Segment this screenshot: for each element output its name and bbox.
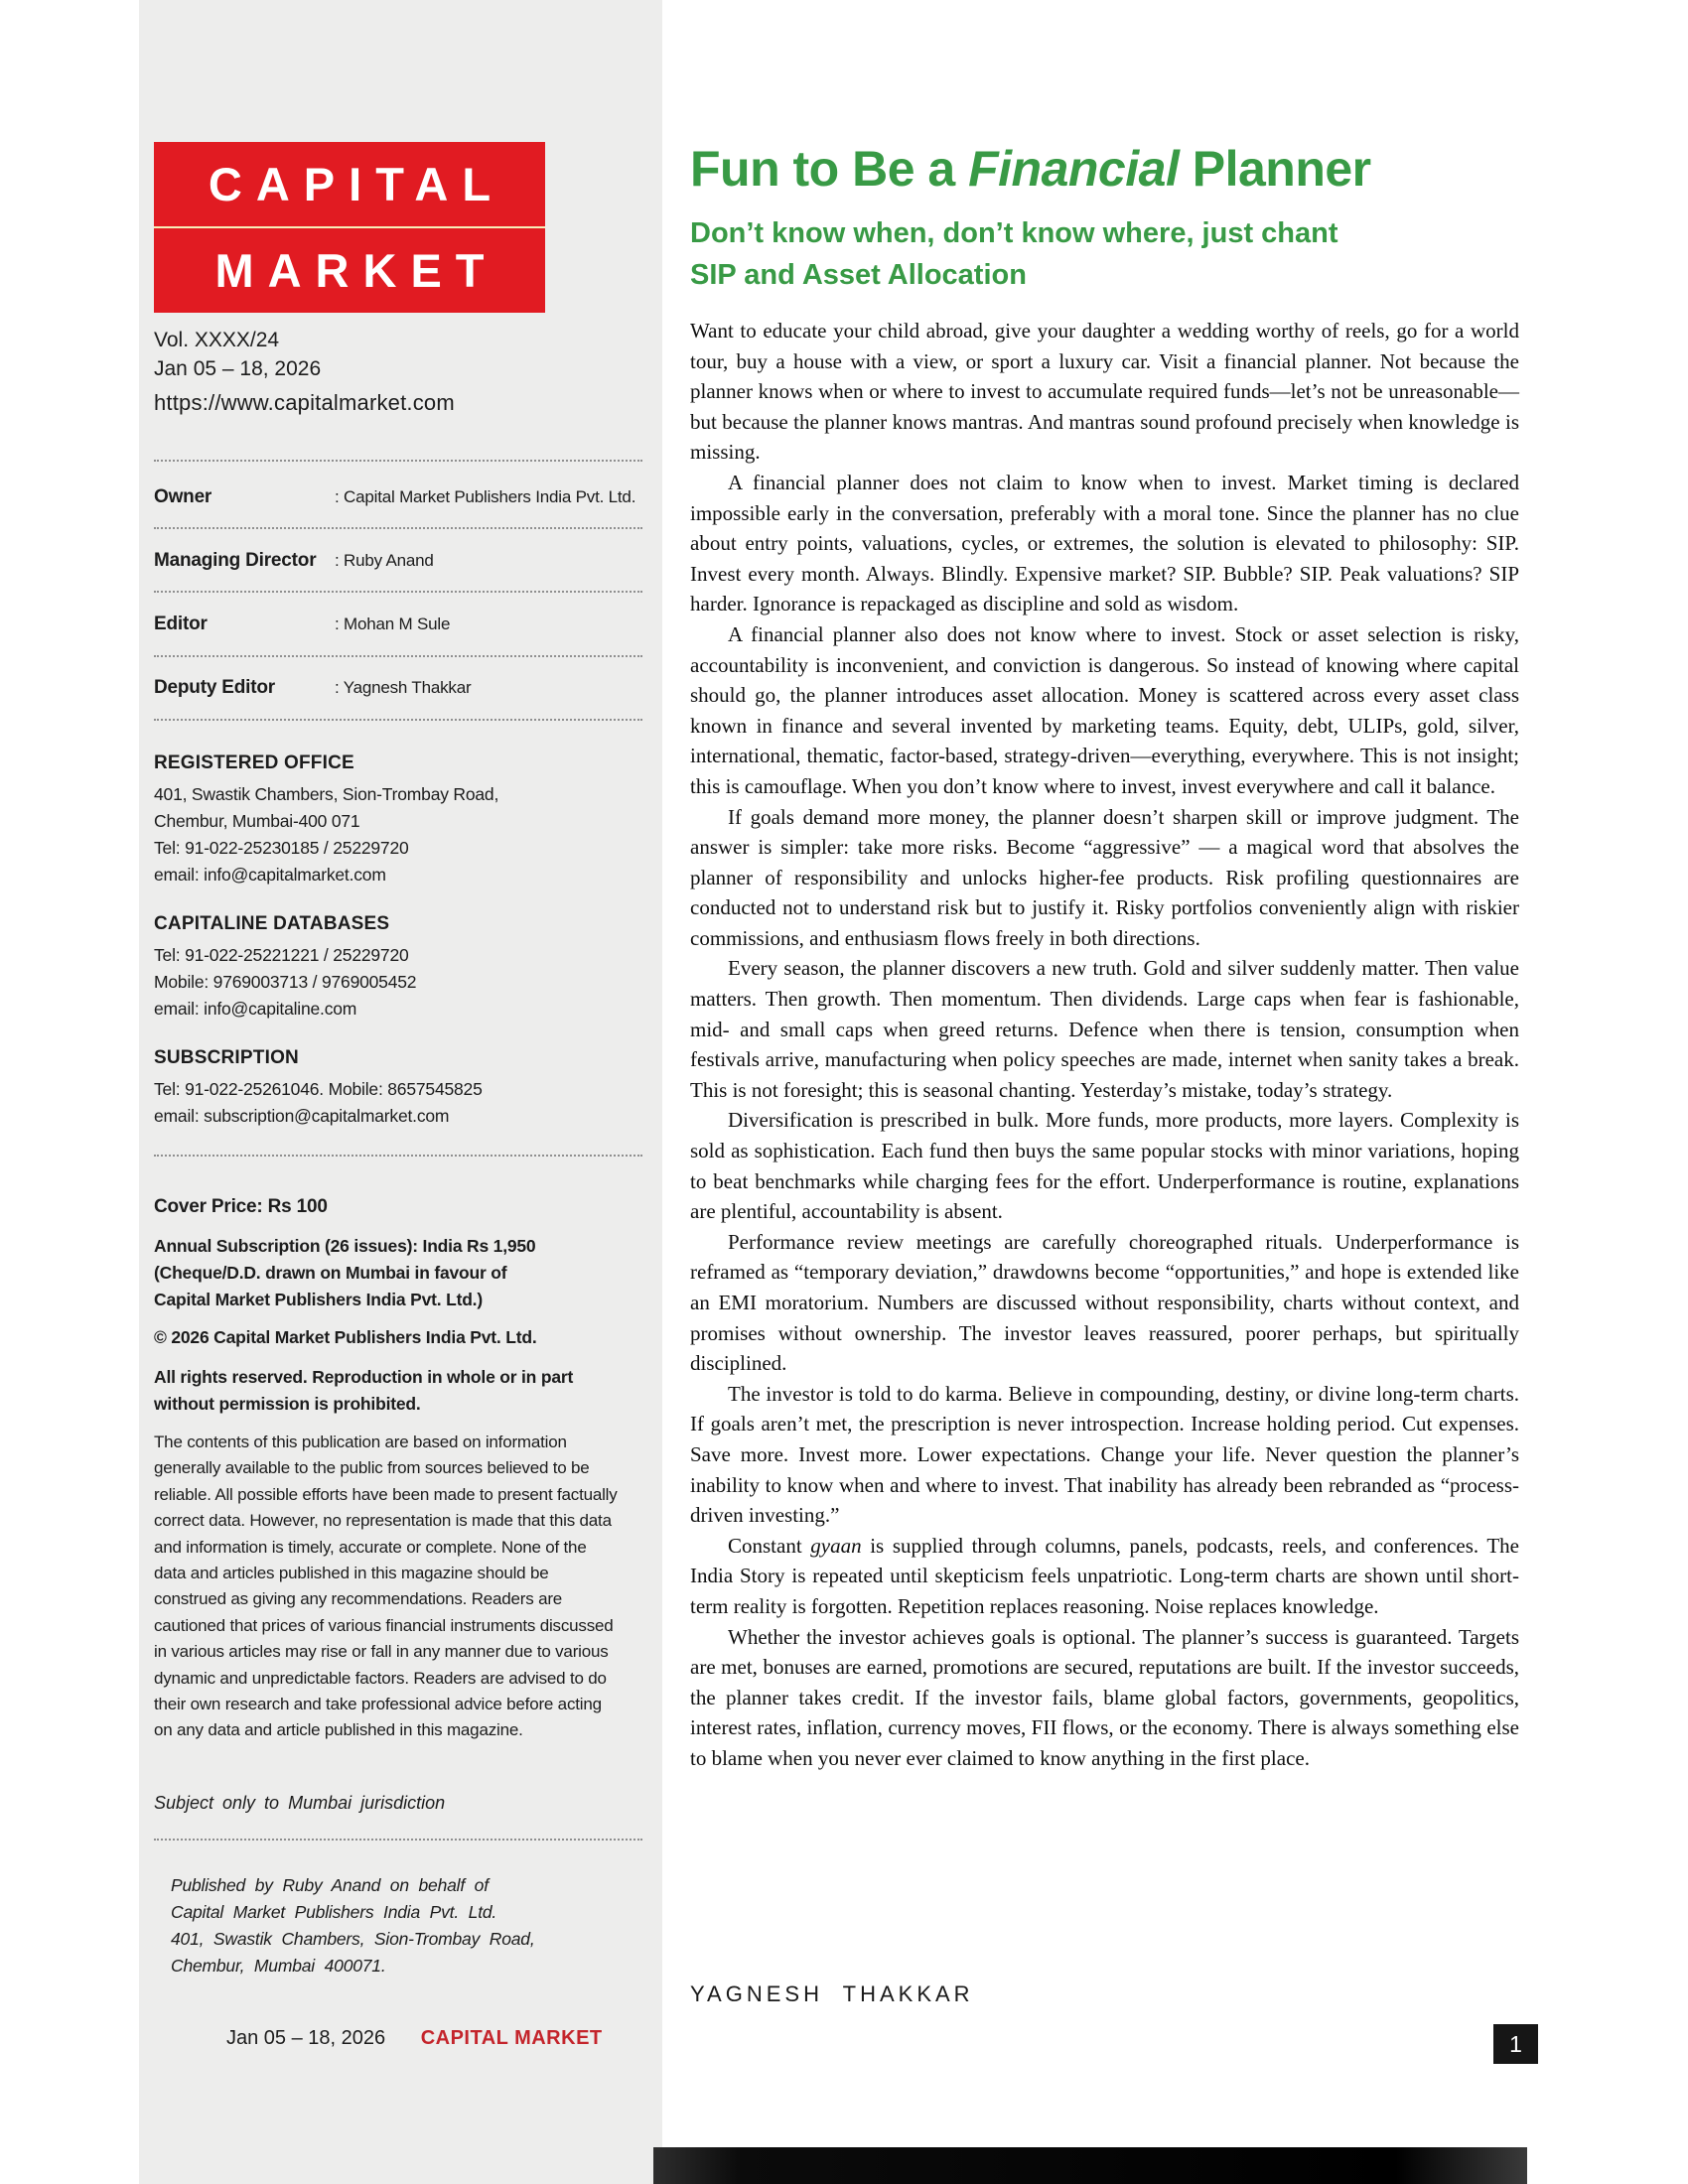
logo-word-market: MARKET (214, 244, 498, 297)
staff-value: : Yagnesh Thakkar (335, 678, 472, 697)
footer-brand: CAPITAL MARKET (420, 2027, 603, 2049)
text-line: Chembur, Mumbai-400 071 (154, 811, 360, 831)
capitaline-databases-section (154, 913, 640, 1023)
logo-word-capital: CAPITAL (208, 158, 505, 210)
publication-info (154, 326, 640, 417)
page-number: 1 (1509, 2030, 1522, 2057)
article-paragraph: Whether the investor achieves goals is optional. The planner’s success is guaranteed. Targets are met, bonuses are earned, promotions are secured, reputations are built. If the investor succeeds, the planner takes credit. If the investor fails, blame global factors, governments, geopolitics, interest rates, inflation, currency moves, FII flows, or the economy. There is always something else to blame when you never ever claimed to know anything in the first place. (690, 1624, 1519, 1770)
footer-date: Jan 05 – 18, 2026 (226, 2027, 386, 2049)
text-line: email: subscription@capitalmarket.com (154, 1106, 450, 1126)
sidebar-footer (226, 2027, 603, 2050)
staff-row-editor (154, 614, 640, 635)
text-line: email: info@capitaline.com (154, 999, 357, 1019)
text-line: All rights reserved. Reproduction in whole or in part (154, 1367, 574, 1387)
volume-number: Vol. XXXX/24 (154, 329, 280, 351)
text-line: Mobile: 9769003713 / 9769005452 (154, 972, 417, 992)
article-paragraph: Constant gyaan is supplied through columns, panels, podcasts, reels, and conferences. The India Story is repeated until skepticism feels unpatriotic. Long-term charts are shown until short-term reality is forgotten. Repetition replaces reasoning. Noise replaces knowledge. (690, 1533, 1520, 1618)
text-line: Capital Market Publishers India Pvt. Ltd.) (154, 1290, 483, 1309)
article-paragraph: A financial planner also does not know where to invest. Stock or asset selection is risky, accountability is inconvenient, and conviction is dangerous. So instead of knowing where capital should go, the planner introduces asset allocation. Money is scattered across every asset class known in finance and several invented by marketing teams. Equity, debt, ULIPs, gold, silver, international, thematic, factor-based, strategy-driven—everything, everywhere. This is not insight; this is camouflage. When you don’t know where to invest, invest everywhere and call it balance. (690, 621, 1519, 798)
annual-subscription-note (154, 1233, 640, 1313)
dotted-separator (154, 1155, 642, 1157)
jurisdiction-note: Subject only to Mumbai jurisdiction (154, 1793, 446, 1813)
section-lines (154, 781, 640, 888)
article-column (690, 142, 1519, 1774)
section-heading: CAPITALINE DATABASES (154, 913, 390, 934)
staff-value: : Mohan M Sule (335, 614, 451, 633)
page-number-badge (1493, 2024, 1538, 2064)
dotted-separator (154, 591, 642, 593)
capital-market-logo (154, 142, 545, 313)
text-line: Annual Subscription (26 issues): India Rs 1,950 (154, 1236, 536, 1256)
title-suffix: Planner (1179, 141, 1371, 197)
cover-price: Cover Price: Rs 100 (154, 1196, 328, 1217)
website-link[interactable]: https://www.capitalmarket.com (154, 390, 455, 415)
section-heading: REGISTERED OFFICE (154, 752, 354, 773)
staff-row-deputy-editor (154, 677, 640, 699)
article-body (690, 316, 1519, 1774)
section-lines (154, 942, 640, 1023)
text-line: Published by Ruby Anand on behalf of (171, 1875, 489, 1895)
subscription-section (154, 1047, 640, 1130)
dotted-separator (154, 1839, 642, 1841)
staff-row-managing-director (154, 550, 640, 572)
page-edge-shadow (653, 2147, 1527, 2184)
published-by-block (171, 1872, 657, 1979)
text-line: without permission is prohibited. (154, 1394, 421, 1414)
section-lines (154, 1076, 640, 1130)
staff-row-owner (154, 486, 640, 508)
subtitle-line: SIP and Asset Allocation (690, 259, 1027, 291)
text-line: email: info@capitalmarket.com (154, 865, 386, 885)
subtitle-line: Don’t know when, don’t know where, just chant (690, 217, 1338, 249)
article-paragraph: Diversification is prescribed in bulk. More funds, more products, more layers. Complexity is sold as sophistication. Each fund then buys the same popular stocks with minor variations, hoping to beat benchmarks while charging fees for the effort. Underperformance is routine, explanations are plentiful, accountability is absent. (690, 1108, 1519, 1224)
text-line: Tel: 91-022-25221221 / 25229720 (154, 945, 409, 965)
copyright-line: © 2026 Capital Market Publishers India Pvt. Ltd. (154, 1327, 537, 1347)
section-heading: SUBSCRIPTION (154, 1047, 299, 1068)
text-line: Tel: 91-022-25261046. Mobile: 8657545825 (154, 1079, 483, 1099)
dotted-separator (154, 527, 642, 529)
text-line: Capital Market Publishers India Pvt. Ltd. (171, 1902, 497, 1922)
article-paragraph: If goals demand more money, the planner doesn’t sharpen skill or improve judgment. The answer is simpler: take more risks. Become “aggressive” — a magical word that absolves the planner of responsibility and unlocks higher-fee products. Risk profiling questionnaires are conducted not to understand risk but to justify it. Risky portfolios conveniently align with riskier commissions, and enthusiasm flows freely in both directions. (690, 804, 1519, 950)
article-title (690, 142, 1519, 197)
dotted-separator (154, 719, 642, 721)
text-line: (Cheque/D.D. drawn on Mumbai in favour of (154, 1263, 507, 1283)
article-paragraph: Want to educate your child abroad, give your daughter a wedding worthy of reels, go for a world tour, buy a house with a view, or sport a luxury car. Visit a financial planner. Not because the planner knows when or where to invest to accumulate required funds—let’s not be unreasonable—but because the planner knows mantras. And mantras sound profound precisely when knowledge is missing. (690, 319, 1519, 465)
dotted-separator (154, 655, 642, 657)
article-paragraph: The investor is told to do karma. Believe in compounding, destiny, or divine long-term charts. If goals aren’t met, the prescription is never introspection. Increase holding period. Cut expenses. Save more. Invest more. Lower expectations. Change your life. Never question the planner’s inability to know when and where to invest. That inability has already been rebranded as “process-driven investing.” (690, 1381, 1519, 1528)
issue-date-range: Jan 05 – 18, 2026 (154, 357, 322, 380)
staff-label: Editor (154, 614, 208, 634)
staff-label: Managing Director (154, 550, 317, 571)
registered-office-section (154, 752, 640, 888)
text-line: 401, Swastik Chambers, Sion-Trombay Road, (154, 784, 499, 804)
masthead-panel (139, 0, 662, 2184)
title-prefix: Fun to Be a (690, 141, 969, 197)
rights-reserved-note (154, 1364, 640, 1418)
staff-label: Owner (154, 486, 212, 507)
article-subtitle (690, 212, 1519, 296)
text-line: Chembur, Mumbai 400071. (171, 1956, 386, 1976)
disclaimer-text: The contents of this publication are based on information generally available to the public from sources believed to be reliable. All possible efforts have been made to present factually correct data. However, no representation is made that this data and information is timely, accurate or complete. None of the data and articles published in this magazine should be construed as giving any recommendations. Readers are cautioned that prices of various financial instruments discussed in various articles may rise or fall in any manner due to various dynamic and unpredictable factors. Readers are advised to do their own research and take professional advice before acting on any data and article published in this magazine. (154, 1433, 618, 1740)
title-italic-word: Financial (968, 141, 1180, 197)
dotted-separator (154, 460, 642, 462)
text-line: Tel: 91-022-25230185 / 25229720 (154, 838, 409, 858)
author-byline: YAGNESH THAKKAR (690, 1981, 974, 2006)
staff-label: Deputy Editor (154, 677, 275, 698)
article-paragraph: Performance review meetings are carefully choreographed rituals. Underperformance is reframed as “temporary deviation,” drawdowns become “opportunities,” and hope is extended like an EMI moratorium. Numbers are discussed without responsibility, charts without context, and promises without ownership. The investor leaves reassured, poorer perhaps, but spiritually disciplined. (690, 1229, 1519, 1376)
article-paragraph: A financial planner does not claim to know when to invest. Market timing is declared impossible early in the conversation, preferably with a moral tone. Since the planner has no clue about entry points, valuations, cycles, or extremes, the solution is elevated to philosophy: SIP. Invest every month. Always. Blindly. Expensive market? SIP. Bubble? SIP. Peak valuations? SIP harder. Ignorance is repackaged as discipline and sold as wisdom. (690, 470, 1519, 616)
text-line: 401, Swastik Chambers, Sion-Trombay Road, (171, 1929, 535, 1949)
staff-value: : Capital Market Publishers India Pvt. Ltd. (335, 487, 636, 506)
staff-value: : Ruby Anand (335, 551, 434, 570)
article-paragraph: Every season, the planner discovers a new truth. Gold and silver suddenly matter. Then value matters. Then growth. Then momentum. Then dividends. Large caps when fear is fashionable, mid- and small caps when greed returns. Defence when there is tension, consumption when festivals arrive, manufacturing when policy speeches are made, internet when sanity takes a break. This is not foresight; this is seasonal chanting. Yesterday’s mistake, today’s strategy. (690, 956, 1519, 1102)
